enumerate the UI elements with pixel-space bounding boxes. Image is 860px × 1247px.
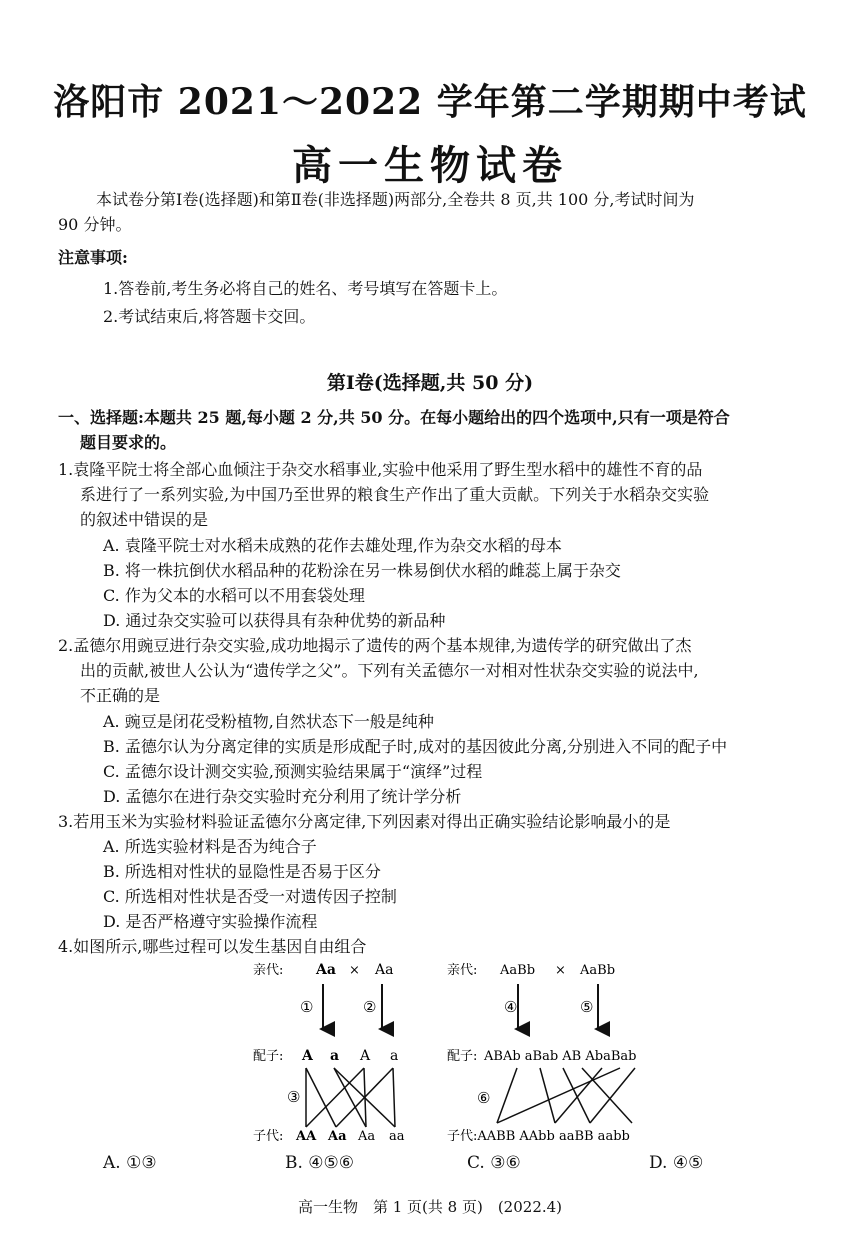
right-fertilization-lines [497, 1068, 635, 1123]
left-offspring-label: 子代: [253, 1129, 284, 1144]
exam-subtitle: 高一生物试卷 [292, 142, 568, 189]
q4-option-d: D. ④⑤ [649, 1153, 704, 1173]
q2-option-d: D. 孟德尔在进行杂交实验时充分利用了统计学分析 [103, 787, 462, 806]
q1-option-d: D. 通过杂交实验可以获得具有杂种优势的新品种 [103, 611, 446, 630]
left-offspring-2: Aa [328, 1129, 347, 1144]
left-gamete-3: A [360, 1048, 371, 1064]
note-item-2: 2.考试结束后,将答题卡交回。 [103, 307, 316, 326]
q2-stem-3: 不正确的是 [80, 686, 161, 705]
exam-title: 洛阳市 2021～2022 学年第二学期期中考试 [53, 81, 807, 123]
right-offspring: 子代:AABB AAbb aaBB aabb [447, 1129, 630, 1144]
q4-option-b: B. ④⑤⑥ [285, 1153, 355, 1173]
step-5-label: ⑤ [580, 998, 594, 1016]
step-2-label: ② [363, 998, 377, 1016]
left-gamete-1: A [302, 1048, 313, 1064]
intro-line-1: 本试卷分第Ⅰ卷(选择题)和第Ⅱ卷(非选择题)两部分,全卷共 8 页,共 100 分,考试时间为 [96, 190, 695, 209]
right-parent-1: AaBb [500, 963, 536, 978]
q1-option-a: A. 袁隆平院士对水稻未成熟的花作去雄处理,作为杂交水稻的母本 [103, 536, 562, 555]
left-offspring-4: aa [389, 1129, 405, 1144]
q2-stem-1: 2.孟德尔用豌豆进行杂交实验,成功地揭示了遗传的两个基本规律,为遗传学的研究做出了杰 [58, 636, 692, 655]
step-1-label: ① [300, 998, 314, 1016]
q1-stem-1: 1.袁隆平院士将全部心血倾注于杂交水稻事业,实验中他采用了野生型水稻中的雄性不育的品 [58, 460, 703, 479]
q3-option-c: C. 所选相对性状是否受一对遗传因子控制 [103, 887, 397, 906]
left-parent-1: Aa [316, 962, 336, 978]
left-offspring-3: Aa [358, 1129, 376, 1144]
page-footer: 高一生物 第 1 页(共 8 页) (2022.4) [297, 1198, 563, 1216]
step-6-label: ⑥ [477, 1089, 491, 1107]
q3-stem-1: 3.若用玉米为实验材料验证孟德尔分离定律,下列因素对得出正确实验结论影响最小的是 [58, 812, 671, 831]
left-offspring-1: AA [296, 1129, 317, 1144]
q2-option-a: A. 豌豆是闭花受粉植物,自然状态下一般是纯种 [103, 712, 434, 731]
notes-heading: 注意事项: [58, 248, 128, 267]
right-parent-2: AaBb [580, 963, 616, 978]
q4-stem: 4.如图所示,哪些过程可以发生基因自由组合 [58, 937, 367, 956]
q3-option-a: A. 所选实验材料是否为纯合子 [103, 837, 317, 856]
q3-option-b: B. 所选相对性状的显隐性是否易于区分 [103, 862, 381, 881]
left-gamete-2: a [330, 1048, 340, 1064]
right-cross-sign: × [555, 963, 566, 978]
q2-option-c: C. 孟德尔设计测交实验,预测实验结果属于“演绎”过程 [103, 762, 483, 781]
section-instruction-1: 一、选择题:本题共 25 题,每小题 2 分,共 50 分。在每小题给出的四个选项中,只有一项是符合 [58, 408, 730, 427]
left-gamete-4: a [390, 1048, 399, 1064]
left-parent-label: 亲代: [253, 963, 284, 978]
q1-stem-2: 系进行了一系列实验,为中国乃至世界的粮食生产作出了重大贡献。下列关于水稻杂交实验 [80, 485, 710, 504]
right-parent-label: 亲代: [447, 963, 478, 978]
q1-stem-3: 的叙述中错误的是 [80, 510, 209, 529]
left-fertilization-lines [306, 1068, 395, 1127]
section-instruction-2: 题目要求的。 [80, 433, 177, 452]
note-item-1: 1.答卷前,考生务必将自己的姓名、考号填写在答题卡上。 [103, 279, 508, 298]
left-gamete-label: 配子: [253, 1049, 284, 1064]
right-gamete-label: 配子: [447, 1049, 478, 1064]
q2-stem-2: 出的贡献,被世人公认为“遗传学之父”。下列有关孟德尔一对相对性状杂交实验的说法中, [80, 661, 699, 680]
step-3-label: ③ [287, 1088, 301, 1106]
q3-option-d: D. 是否严格遵守实验操作流程 [103, 912, 318, 931]
q4-option-a: A. ①③ [103, 1153, 157, 1173]
q1-option-b: B. 将一株抗倒伏水稻品种的花粉涂在另一株易倒伏水稻的雌蕊上属于杂交 [103, 561, 621, 580]
q1-option-c: C. 作为父本的水稻可以不用套袋处理 [103, 586, 365, 605]
intro-line-2: 90 分钟。 [58, 215, 132, 234]
step-4-label: ④ [504, 998, 518, 1016]
right-gametes: ABAb aBab AB AbaBab [484, 1049, 637, 1064]
left-cross-sign: × [349, 963, 360, 978]
q2-option-b: B. 孟德尔认为分离定律的实质是形成配子时,成对的基因彼此分离,分别进入不同的配子中 [103, 737, 728, 756]
q4-genetics-diagram [0, 955, 860, 1150]
q4-option-c: C. ③⑥ [467, 1153, 521, 1173]
left-parent-2: Aa [375, 962, 394, 978]
section-title: 第Ⅰ卷(选择题,共 50 分) [326, 372, 534, 394]
